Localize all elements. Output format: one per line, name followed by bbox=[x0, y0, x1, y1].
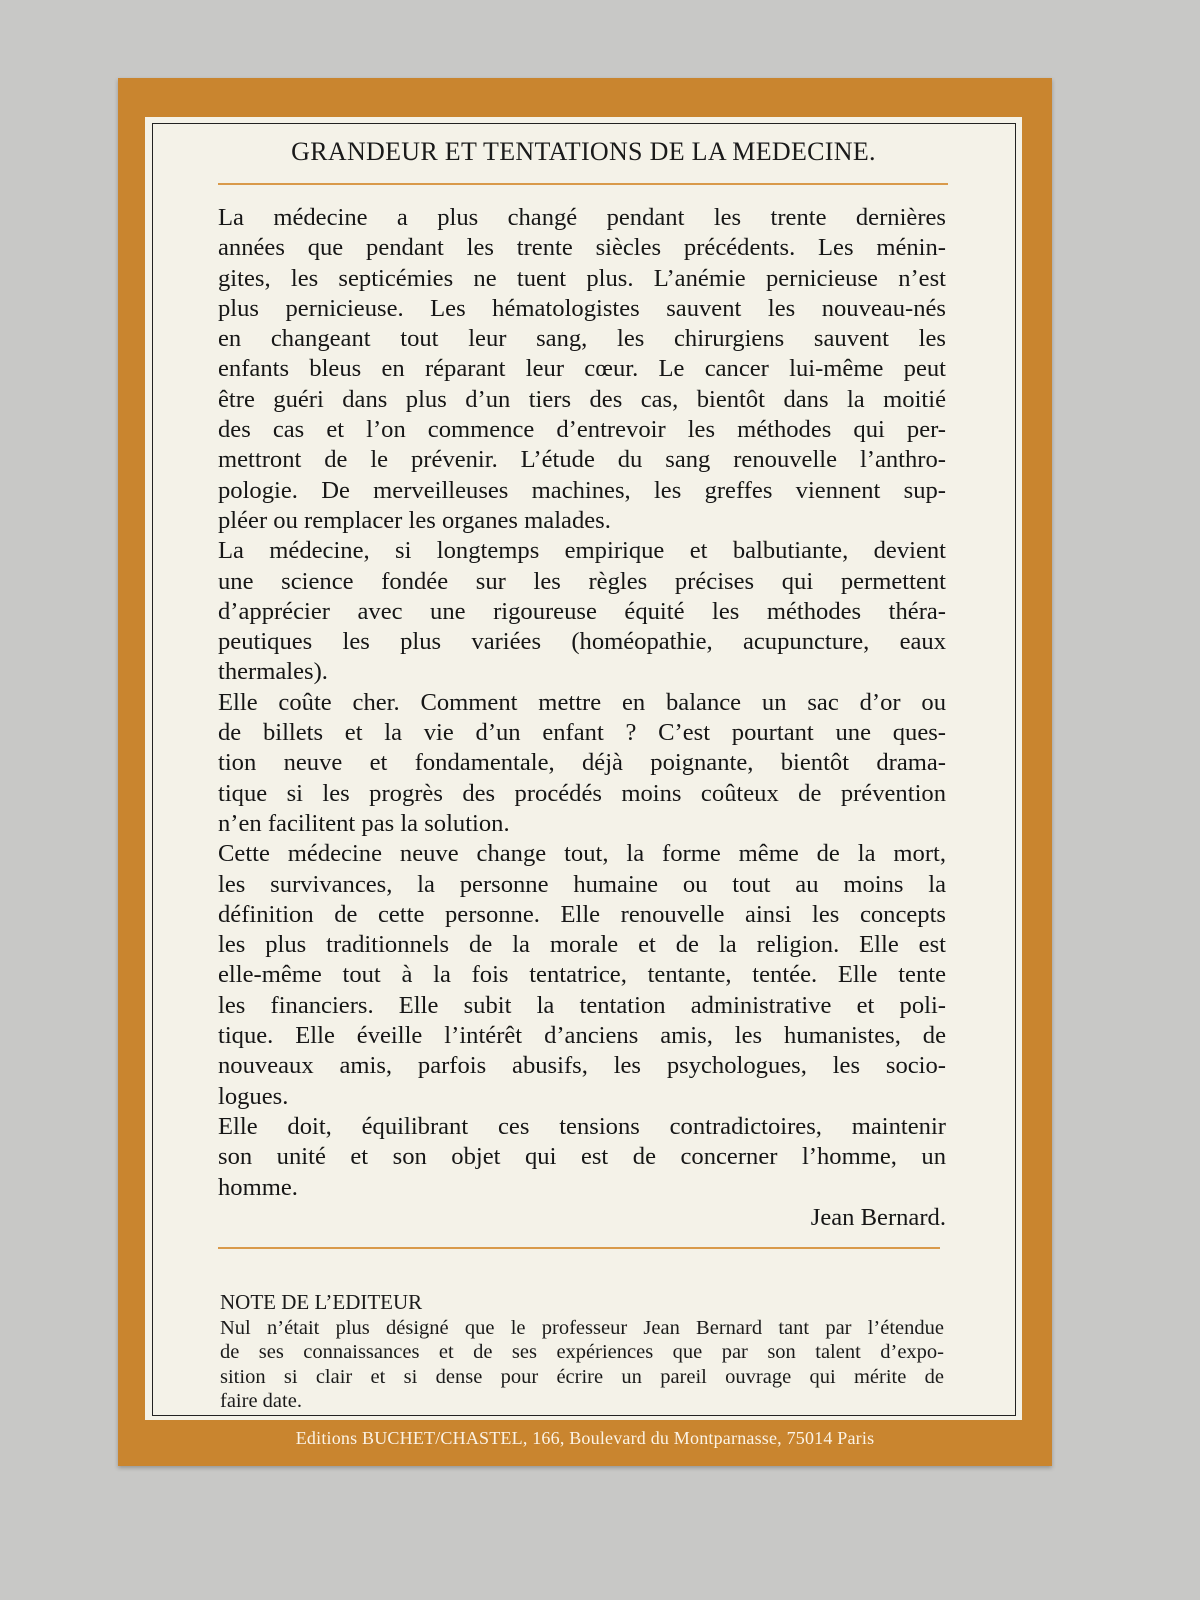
text-line: des cas et l’on commence d’entrevoir les méthodes qui per- bbox=[218, 416, 946, 444]
note-line: de ses connaissances et de ses expériences que par son talent d’expo- bbox=[220, 1341, 944, 1364]
text-line: définition de cette personne. Elle renouvelle ainsi les concepts bbox=[218, 900, 946, 928]
text-line: La médecine, si longtemps empirique et balbutiante, devient bbox=[218, 537, 946, 565]
editor-note-heading: NOTE DE L’EDITEUR bbox=[220, 1290, 423, 1314]
text-line: son unité et son objet qui est de concerner l’homme, un bbox=[218, 1143, 946, 1171]
author-signature: Jean Bernard. bbox=[810, 1203, 946, 1231]
note-line: Nul n’était plus désigné que le professeur Jean Bernard tant par l’étendue bbox=[220, 1316, 944, 1339]
cover-title: GRANDEUR ET TENTATIONS DE LA MEDECINE. bbox=[291, 137, 876, 166]
note-line: sition si clair et si dense pour écrire un pareil ouvrage qui mérite de bbox=[220, 1365, 944, 1388]
text-line: homme. bbox=[218, 1173, 298, 1201]
text-line: Elle coûte cher. Comment mettre en balance un sac d’or ou bbox=[218, 688, 946, 716]
text-line: enfants bleus en réparant leur cœur. Le cancer lui-même peut bbox=[218, 355, 946, 383]
note-line: faire date. bbox=[220, 1390, 302, 1413]
note-divider bbox=[218, 1247, 940, 1249]
title-divider bbox=[218, 183, 948, 185]
text-line: pologie. De merveilleuses machines, les greffes viennent sup- bbox=[218, 476, 946, 504]
text-line: être guéri dans plus d’un tiers des cas, bientôt dans la moitié bbox=[218, 385, 946, 413]
text-line: tique si les progrès des procédés moins coûteux de prévention bbox=[218, 779, 946, 807]
text-line: nouveaux amis, parfois abusifs, les psychologues, les socio- bbox=[218, 1052, 946, 1080]
text-line: une science fondée sur les règles précises qui permettent bbox=[218, 567, 946, 595]
text-line: Elle doit, équilibrant ces tensions contradictoires, maintenir bbox=[218, 1112, 946, 1140]
text-line: plus pernicieuse. Les hématologistes sauvent les nouveau-nés bbox=[218, 294, 946, 322]
text-line: n’en facilitent pas la solution. bbox=[218, 809, 510, 837]
text-line: logues. bbox=[218, 1082, 289, 1110]
text-line: mettront de le prévenir. L’étude du sang renouvelle l’anthro- bbox=[218, 446, 946, 474]
text-line: gites, les septicémies ne tuent plus. L’anémie pernicieuse n’est bbox=[218, 264, 946, 292]
text-line: les plus traditionnels de la morale et de la religion. Elle est bbox=[218, 931, 946, 959]
blurb-text bbox=[218, 203, 946, 1233]
editor-note bbox=[220, 1290, 944, 1414]
text-line: tion neuve et fondamentale, déjà poignante, bientôt drama- bbox=[218, 749, 946, 777]
text-line: La médecine a plus changé pendant les trente dernières bbox=[218, 204, 946, 231]
publisher-footer: Editions BUCHET/CHASTEL, 166, Boulevard du Montparnasse, 75014 Paris bbox=[295, 1428, 875, 1448]
text-panel bbox=[145, 117, 1022, 1420]
text-line: en changeant tout leur sang, les chirurgiens sauvent les bbox=[218, 325, 946, 353]
text-line: de billets et la vie d’un enfant ? C’est pourtant une ques- bbox=[218, 719, 946, 747]
text-line: pléer ou remplacer les organes malades. bbox=[218, 506, 611, 534]
text-line: tique. Elle éveille l’intérêt d’anciens amis, les humanistes, de bbox=[218, 1022, 946, 1050]
text-line: elle-même tout à la fois tentatrice, tentante, tentée. Elle tente bbox=[218, 961, 946, 989]
text-line: les survivances, la personne humaine ou tout au moins la bbox=[218, 870, 946, 898]
text-line: les financiers. Elle subit la tentation administrative et poli- bbox=[218, 991, 946, 1019]
text-line: années que pendant les trente siècles précédents. Les ménin- bbox=[218, 234, 946, 262]
text-line: d’apprécier avec une rigoureuse équité les méthodes théra- bbox=[218, 597, 946, 625]
text-line: thermales). bbox=[218, 658, 328, 686]
text-line: Cette médecine neuve change tout, la forme même de la mort, bbox=[218, 840, 946, 868]
book-back-cover bbox=[118, 78, 1052, 1466]
text-line: peutiques les plus variées (homéopathie, acupuncture, eaux bbox=[218, 628, 946, 656]
